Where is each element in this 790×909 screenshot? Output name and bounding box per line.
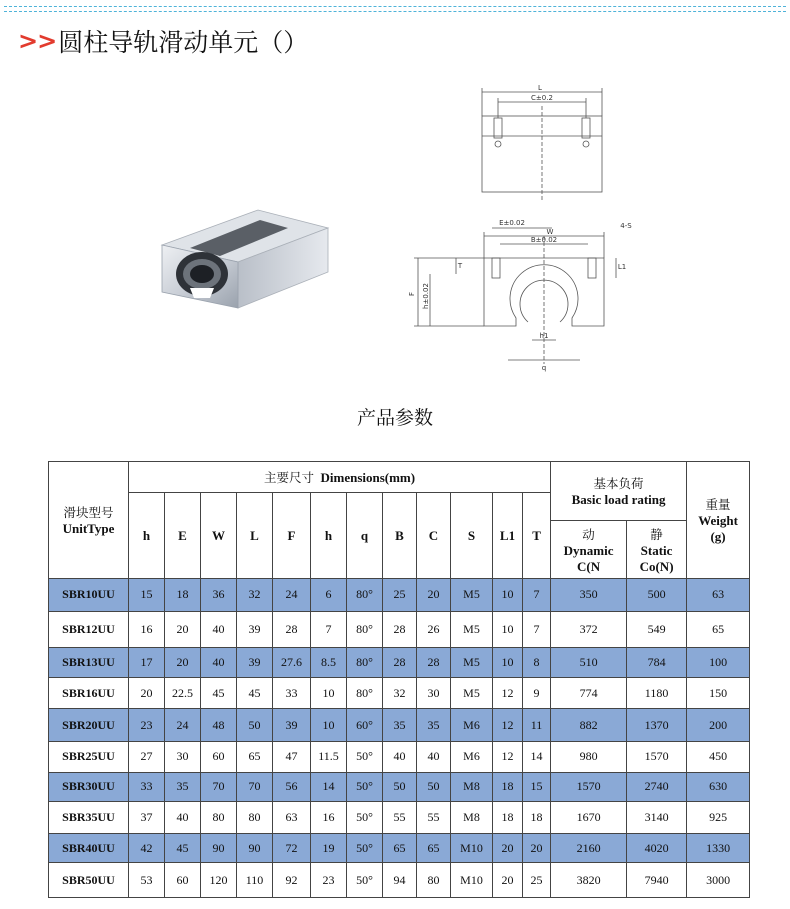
table-cell: 925 [687, 801, 750, 834]
table-cell: 10 [311, 678, 347, 709]
table-cell: 80° [347, 611, 383, 647]
table-cell: 6 [311, 579, 347, 612]
table-cell: 12 [493, 678, 523, 709]
model-cell: SBR35UU [49, 801, 129, 834]
table-cell: 774 [551, 678, 627, 709]
table-cell: M6 [451, 742, 493, 773]
table-cell: 10 [493, 647, 523, 678]
table-cell: 50° [347, 742, 383, 773]
col-B: B [383, 493, 417, 579]
table-row [49, 772, 750, 801]
table-cell: 1570 [551, 772, 627, 801]
dimensions-header: 主要尺寸 Dimensions(mm) [129, 462, 551, 493]
table-cell: 26 [417, 611, 451, 647]
load-rating-header: 基本负荷 Basic load rating [551, 462, 687, 521]
label-q: q [541, 364, 547, 372]
table-cell: 65 [383, 834, 417, 863]
table-cell: 15 [129, 579, 165, 612]
table-cell: 40 [201, 611, 237, 647]
table-cell: 14 [523, 742, 551, 773]
table-cell: 80 [201, 801, 237, 834]
table-cell: 15 [523, 772, 551, 801]
label-L: L [538, 84, 542, 92]
title-arrow: >> [18, 27, 57, 55]
table-cell: 35 [165, 772, 201, 801]
table-cell: 70 [201, 772, 237, 801]
table-cell: 50 [237, 709, 273, 742]
label-h: h±0.02 [422, 283, 430, 309]
col-L1: L1 [493, 493, 523, 579]
table-cell: 11.5 [311, 742, 347, 773]
table-cell: 372 [551, 611, 627, 647]
table-cell: 50° [347, 863, 383, 898]
title-text: 圆柱导轨滑动单元（） [58, 28, 309, 57]
table-cell: 8 [523, 647, 551, 678]
table-cell: 40 [417, 742, 451, 773]
table-cell: 60 [165, 863, 201, 898]
table-cell: 39 [237, 611, 273, 647]
spec-table-body [49, 579, 750, 898]
table-cell: 17 [129, 647, 165, 678]
table-cell: M8 [451, 801, 493, 834]
table-row [49, 801, 750, 834]
table-cell: 549 [627, 611, 687, 647]
section-heading: 产品参数 [356, 407, 433, 429]
model-cell: SBR30UU [49, 772, 129, 801]
table-cell: 16 [129, 611, 165, 647]
table-cell: 500 [627, 579, 687, 612]
table-cell: 55 [417, 801, 451, 834]
table-cell: 80 [417, 863, 451, 898]
table-cell: 7 [523, 611, 551, 647]
table-cell: 32 [237, 579, 273, 612]
table-cell: 980 [551, 742, 627, 773]
table-cell: 45 [237, 678, 273, 709]
top-dashed-line-2 [4, 11, 786, 12]
page-title [18, 24, 308, 58]
table-cell: 80° [347, 579, 383, 612]
model-cell: SBR12UU [49, 611, 129, 647]
table-cell: 40 [383, 742, 417, 773]
col-L: L [237, 493, 273, 579]
model-cell: SBR50UU [49, 863, 129, 898]
table-cell: 28 [273, 611, 311, 647]
table-cell: 10 [493, 611, 523, 647]
table-cell: 24 [165, 709, 201, 742]
table-cell: 24 [273, 579, 311, 612]
table-cell: 27.6 [273, 647, 311, 678]
table-cell: 10 [493, 579, 523, 612]
table-cell: 450 [687, 742, 750, 773]
table-cell: 14 [311, 772, 347, 801]
table-cell: 27 [129, 742, 165, 773]
table-cell: 80° [347, 647, 383, 678]
table-cell: 20 [493, 863, 523, 898]
table-cell: 90 [237, 834, 273, 863]
table-cell: 32 [383, 678, 417, 709]
table-cell: 18 [493, 772, 523, 801]
table-cell: 4020 [627, 834, 687, 863]
table-cell: 40 [165, 801, 201, 834]
table-cell: 80 [237, 801, 273, 834]
table-cell: 35 [417, 709, 451, 742]
table-cell: 510 [551, 647, 627, 678]
table-cell: 1180 [627, 678, 687, 709]
table-cell: 35 [383, 709, 417, 742]
col-S: S [451, 493, 493, 579]
static-header: 静 Static Co(N) [627, 521, 687, 579]
table-cell: 30 [417, 678, 451, 709]
table-cell: 33 [273, 678, 311, 709]
table-cell: 28 [383, 611, 417, 647]
table-cell: 22.5 [165, 678, 201, 709]
table-cell: 2740 [627, 772, 687, 801]
table-cell: 53 [129, 863, 165, 898]
table-cell: 10 [311, 709, 347, 742]
table-cell: 33 [129, 772, 165, 801]
table-cell: 9 [523, 678, 551, 709]
table-cell: 7 [523, 579, 551, 612]
table-cell: 39 [273, 709, 311, 742]
table-cell: 25 [523, 863, 551, 898]
table-cell: 1570 [627, 742, 687, 773]
table-cell: 70 [237, 772, 273, 801]
table-cell: 65 [417, 834, 451, 863]
table-cell: 110 [237, 863, 273, 898]
table-cell: 55 [383, 801, 417, 834]
label-F: F [408, 291, 416, 297]
table-cell: 42 [129, 834, 165, 863]
label-C: C±0.2 [531, 94, 553, 102]
unit-type-header: 滑块型号 UnitType [49, 462, 129, 579]
table-cell: 12 [493, 742, 523, 773]
table-cell: M5 [451, 678, 493, 709]
table-cell: M5 [451, 579, 493, 612]
table-cell: 3000 [687, 863, 750, 898]
label-E: E±0.02 [499, 219, 525, 227]
table-cell: 63 [273, 801, 311, 834]
table-cell: 48 [201, 709, 237, 742]
table-cell: 60° [347, 709, 383, 742]
label-W: W [546, 228, 554, 236]
table-cell: 65 [687, 611, 750, 647]
table-cell: 150 [687, 678, 750, 709]
table-cell: 3820 [551, 863, 627, 898]
table-cell: 100 [687, 647, 750, 678]
table-cell: 56 [273, 772, 311, 801]
top-dashed-line [4, 6, 786, 7]
table-row [49, 863, 750, 898]
col-C: C [417, 493, 451, 579]
weight-header: 重量 Weight (g) [687, 462, 750, 579]
model-cell: SBR40UU [49, 834, 129, 863]
table-cell: 50 [383, 772, 417, 801]
col-F: F [273, 493, 311, 579]
table-cell: 12 [493, 709, 523, 742]
table-cell: M10 [451, 863, 493, 898]
table-cell: 120 [201, 863, 237, 898]
table-cell: 23 [129, 709, 165, 742]
table-cell: M6 [451, 709, 493, 742]
table-row [49, 742, 750, 773]
table-cell: 72 [273, 834, 311, 863]
model-cell: SBR10UU [49, 579, 129, 612]
table-cell: 60 [201, 742, 237, 773]
table-cell: 8.5 [311, 647, 347, 678]
model-cell: SBR13UU [49, 647, 129, 678]
col-h1: h [311, 493, 347, 579]
table-cell: M10 [451, 834, 493, 863]
col-h: h [129, 493, 165, 579]
col-q: q [347, 493, 383, 579]
table-cell: 20 [129, 678, 165, 709]
table-cell: 16 [311, 801, 347, 834]
table-cell: 65 [237, 742, 273, 773]
model-cell: SBR20UU [49, 709, 129, 742]
col-T: T [523, 493, 551, 579]
table-cell: 882 [551, 709, 627, 742]
label-S: 4-S [620, 222, 632, 230]
table-cell: 200 [687, 709, 750, 742]
table-cell: 1670 [551, 801, 627, 834]
table-cell: 784 [627, 647, 687, 678]
table-cell: 28 [383, 647, 417, 678]
table-cell: 30 [165, 742, 201, 773]
table-cell: 37 [129, 801, 165, 834]
table-cell: 92 [273, 863, 311, 898]
model-cell: SBR16UU [49, 678, 129, 709]
table-cell: 19 [311, 834, 347, 863]
col-W: W [201, 493, 237, 579]
table-cell: 20 [165, 647, 201, 678]
table-row [49, 834, 750, 863]
table-cell: 45 [165, 834, 201, 863]
table-cell: 18 [165, 579, 201, 612]
table-cell: M5 [451, 611, 493, 647]
table-cell: 80° [347, 678, 383, 709]
table-cell: 36 [201, 579, 237, 612]
table-row [49, 611, 750, 647]
table-row [49, 709, 750, 742]
col-E: E [165, 493, 201, 579]
table-cell: 50° [347, 772, 383, 801]
table-cell: M8 [451, 772, 493, 801]
label-B: B±0.02 [530, 236, 558, 244]
table-row [49, 647, 750, 678]
table-row [49, 678, 750, 709]
top-view-drawing [460, 84, 620, 204]
table-cell: 50° [347, 834, 383, 863]
table-cell: 2160 [551, 834, 627, 863]
table-cell: 20 [493, 834, 523, 863]
table-cell: 28 [417, 647, 451, 678]
table-cell: 63 [687, 579, 750, 612]
table-cell: 45 [201, 678, 237, 709]
table-cell: 18 [493, 801, 523, 834]
table-cell: 630 [687, 772, 750, 801]
table-cell: 20 [523, 834, 551, 863]
table-cell: 94 [383, 863, 417, 898]
table-cell: 350 [551, 579, 627, 612]
table-cell: 47 [273, 742, 311, 773]
table-cell: 7940 [627, 863, 687, 898]
table-cell: 50° [347, 801, 383, 834]
table-cell: 3140 [627, 801, 687, 834]
table-cell: 39 [237, 647, 273, 678]
table-cell: 1330 [687, 834, 750, 863]
table-row [49, 579, 750, 612]
spec-table [48, 461, 750, 898]
label-T: T [457, 262, 463, 270]
front-view-drawing [404, 214, 644, 374]
table-cell: 50 [417, 772, 451, 801]
label-h1: h1 [539, 332, 549, 340]
label-L1: L1 [617, 263, 627, 271]
table-cell: M5 [451, 647, 493, 678]
table-cell: 1370 [627, 709, 687, 742]
table-cell: 7 [311, 611, 347, 647]
table-cell: 20 [417, 579, 451, 612]
table-cell: 23 [311, 863, 347, 898]
model-cell: SBR25UU [49, 742, 129, 773]
dynamic-header: 动 Dynamic C(N [551, 521, 627, 579]
table-cell: 25 [383, 579, 417, 612]
table-cell: 20 [165, 611, 201, 647]
table-cell: 40 [201, 647, 237, 678]
table-cell: 90 [201, 834, 237, 863]
table-cell: 18 [523, 801, 551, 834]
product-photo [150, 200, 335, 320]
table-cell: 11 [523, 709, 551, 742]
